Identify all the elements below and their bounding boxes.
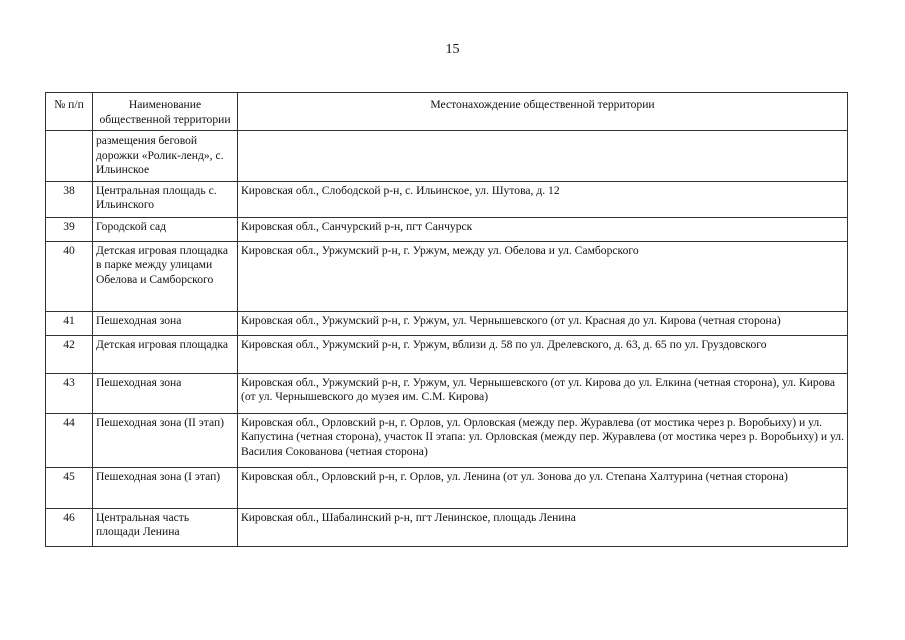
row-location: Кировская обл., Орловский р-н, г. Орлов, ул. Орловская (между пер. Журавлева (от мостика через р. Воробьиху) и ул. Капустина (четная сторона), участок II этапа: ул. Орловская (между пер. Журавлева (от мостика через р. Воробьиху) и ул. Василия Сокованова (четная сторона) bbox=[238, 413, 848, 467]
table-row bbox=[46, 413, 848, 467]
row-number: 45 bbox=[46, 467, 93, 508]
table-row bbox=[46, 335, 848, 373]
table-row bbox=[46, 373, 848, 413]
table-row bbox=[46, 181, 848, 217]
row-location: Кировская обл., Орловский р-н, г. Орлов, ул. Ленина (от ул. Зонова до ул. Степана Халтурина (четная сторона) bbox=[238, 467, 848, 508]
row-name: Центральная часть площади Ленина bbox=[93, 508, 238, 546]
row-location: Кировская обл., Шабалинский р-н, пгт Ленинское, площадь Ленина bbox=[238, 508, 848, 546]
table-row bbox=[46, 217, 848, 241]
row-number: 40 bbox=[46, 241, 93, 311]
row-name: Детская игровая площадка bbox=[93, 335, 238, 373]
table-row bbox=[46, 467, 848, 508]
table-row bbox=[46, 508, 848, 546]
header-number: № п/п bbox=[46, 93, 93, 131]
row-location: Кировская обл., Слободской р-н, с. Ильинское, ул. Шутова, д. 12 bbox=[238, 181, 848, 217]
row-number: 43 bbox=[46, 373, 93, 413]
row-location bbox=[238, 131, 848, 182]
row-location: Кировская обл., Уржумский р-н, г. Уржум, ул. Чернышевского (от ул. Красная до ул. Кирова (четная сторона) bbox=[238, 311, 848, 335]
row-number: 42 bbox=[46, 335, 93, 373]
row-location: Кировская обл., Санчурский р-н, пгт Санчурск bbox=[238, 217, 848, 241]
table-row bbox=[46, 131, 848, 182]
row-number: 46 bbox=[46, 508, 93, 546]
row-location: Кировская обл., Уржумский р-н, г. Уржум, вблизи д. 58 по ул. Дрелевского, д. 63, д. 65 по ул. Груздовского bbox=[238, 335, 848, 373]
header-name: Наименование общественной территории bbox=[93, 93, 238, 131]
public-territories-table bbox=[45, 92, 848, 547]
row-name: Пешеходная зона (II этап) bbox=[93, 413, 238, 467]
row-number bbox=[46, 131, 93, 182]
row-name: размещения беговой дорожки «Ролик-ленд», с. Ильинское bbox=[93, 131, 238, 182]
row-name: Пешеходная зона (I этап) bbox=[93, 467, 238, 508]
row-location: Кировская обл., Уржумский р-н, г. Уржум, ул. Чернышевского (от ул. Кирова до ул. Елкина (четная сторона), ул. Кирова (от ул. Чернышевского до музея им. С.М. Кирова) bbox=[238, 373, 848, 413]
table-header-row bbox=[46, 93, 848, 131]
row-location: Кировская обл., Уржумский р-н, г. Уржум, между ул. Обелова и ул. Самборского bbox=[238, 241, 848, 311]
row-name: Городской сад bbox=[93, 217, 238, 241]
page-number: 15 bbox=[445, 42, 460, 57]
row-number: 41 bbox=[46, 311, 93, 335]
table-row bbox=[46, 311, 848, 335]
row-name: Центральная площадь с. Ильинского bbox=[93, 181, 238, 217]
row-number: 38 bbox=[46, 181, 93, 217]
row-number: 39 bbox=[46, 217, 93, 241]
row-name: Детская игровая площадка в парке между улицами Обелова и Самборского bbox=[93, 241, 238, 311]
row-number: 44 bbox=[46, 413, 93, 467]
row-name: Пешеходная зона bbox=[93, 311, 238, 335]
header-location: Местонахождение общественной территории bbox=[238, 93, 848, 131]
table-row bbox=[46, 241, 848, 311]
row-name: Пешеходная зона bbox=[93, 373, 238, 413]
